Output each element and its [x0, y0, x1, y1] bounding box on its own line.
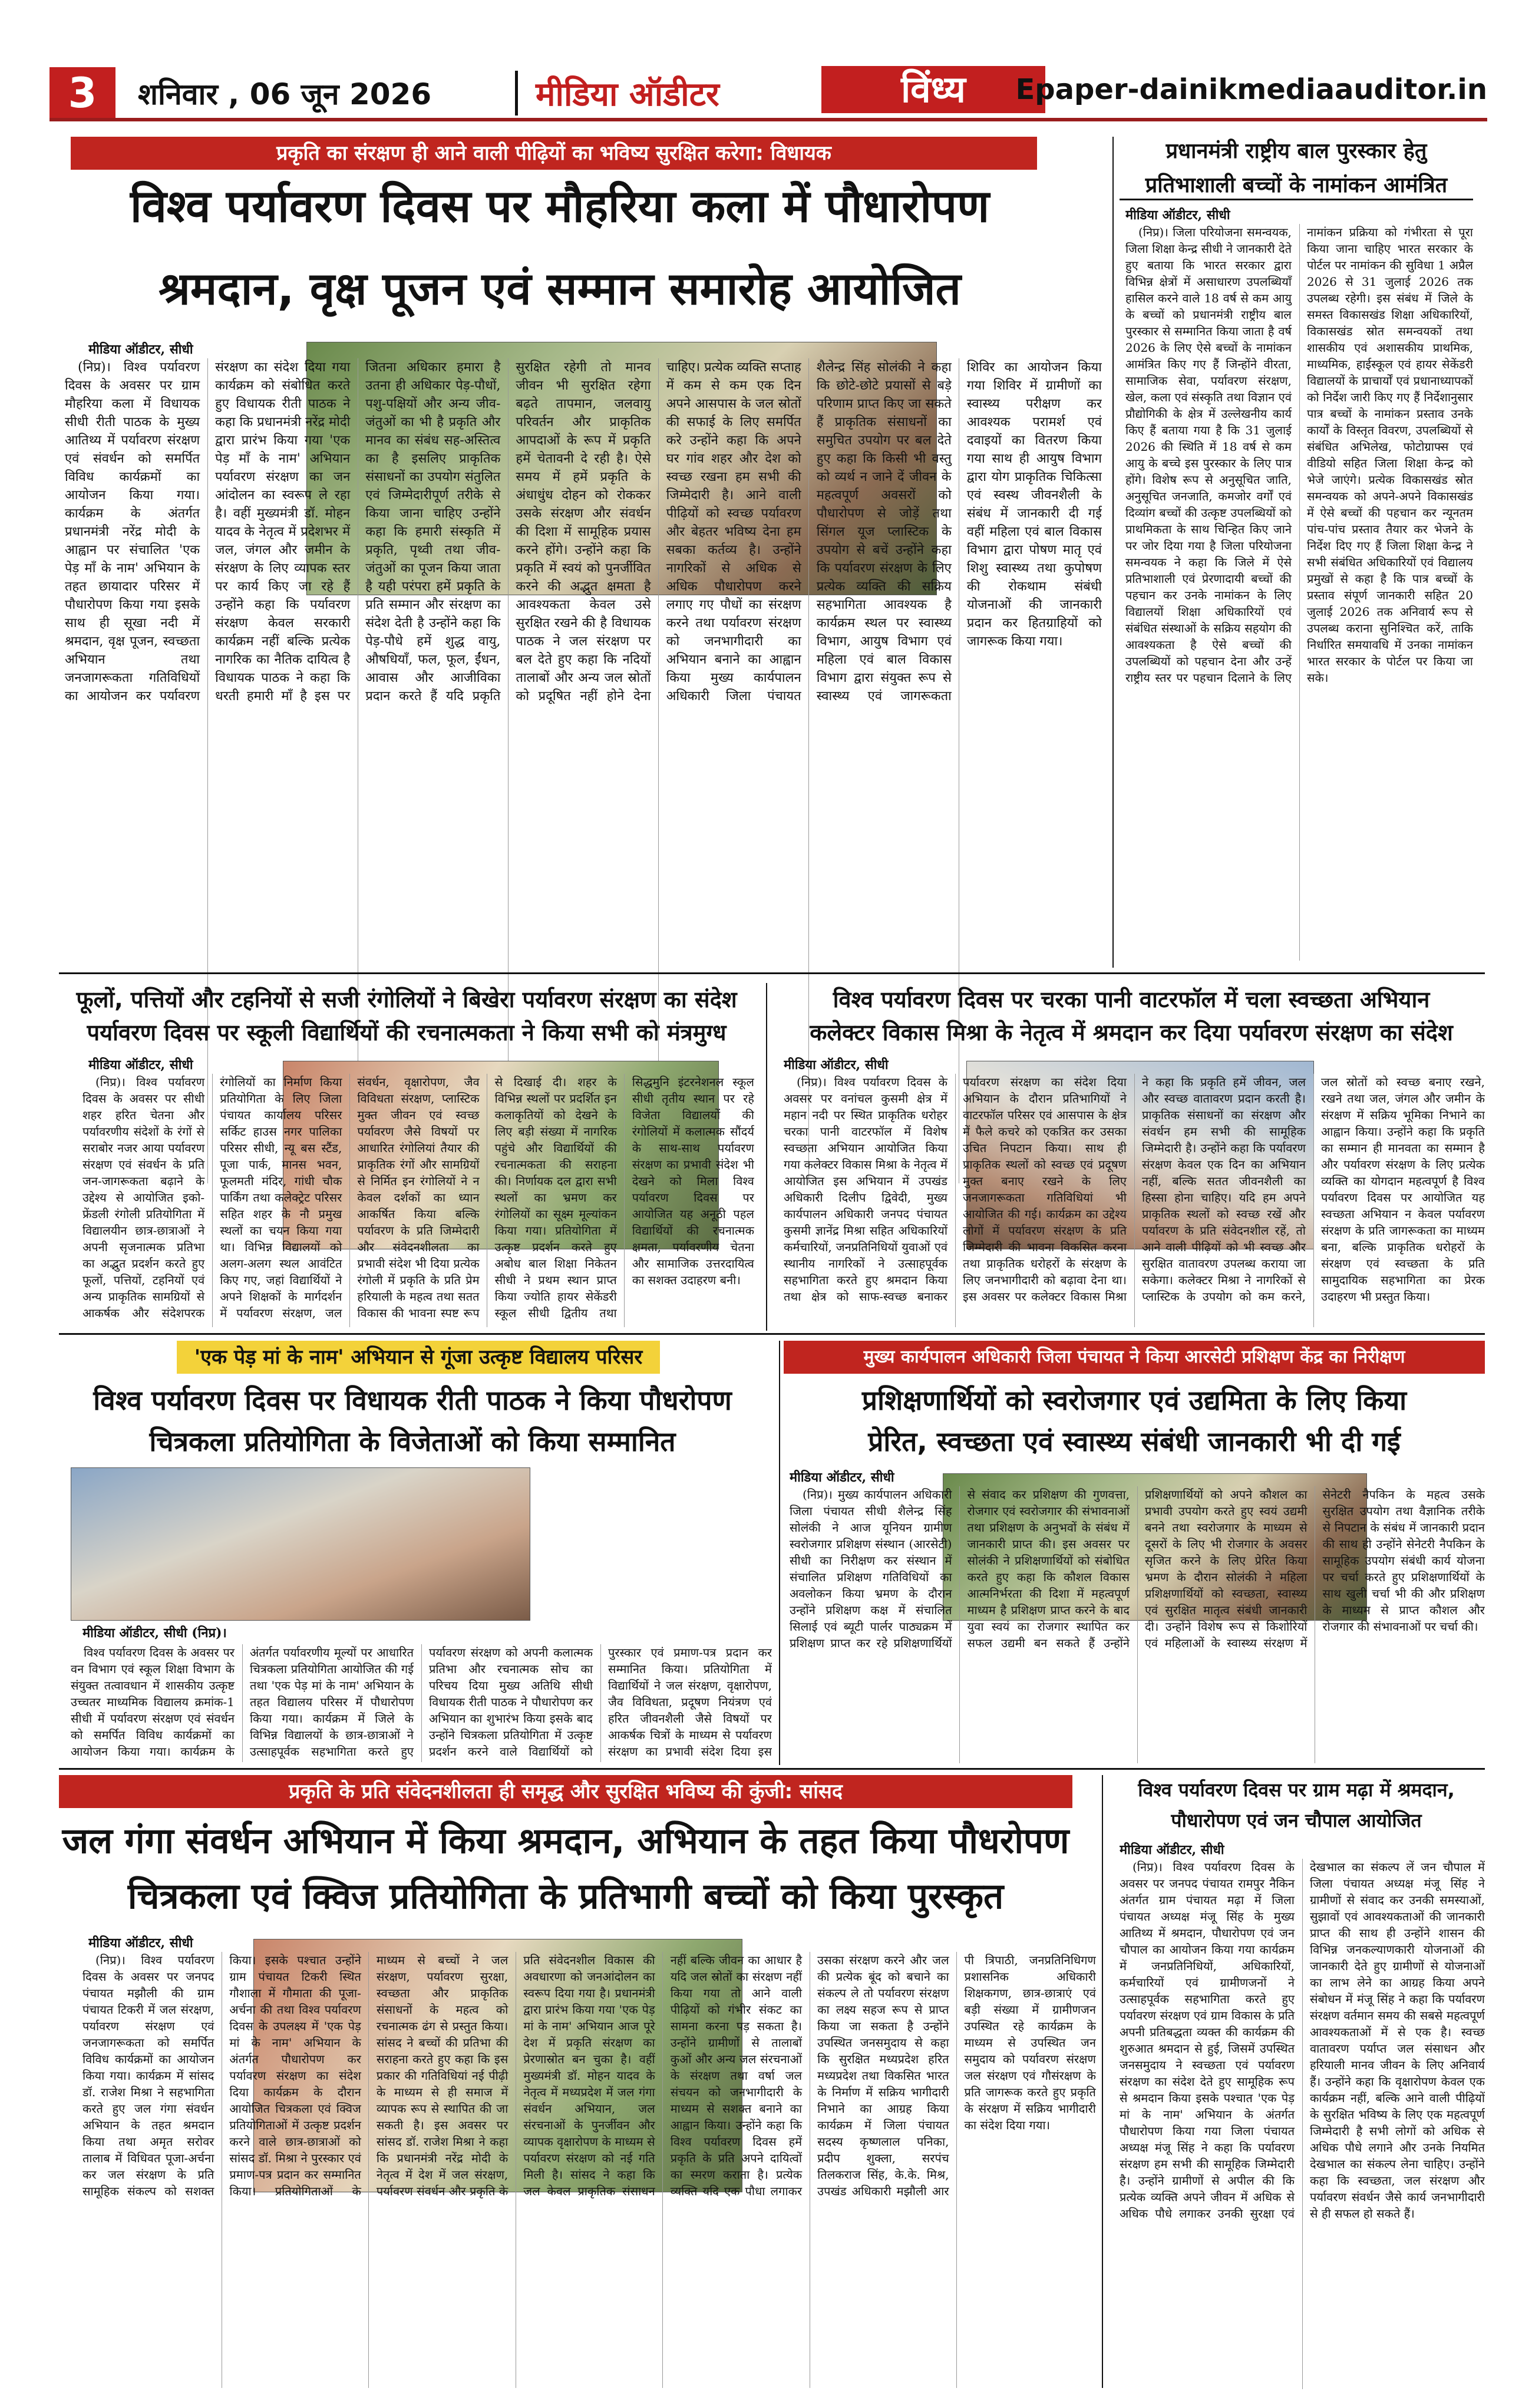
article3-headline-2: पर्यावरण दिवस पर स्कूली विद्यार्थियों की रचनात्मकता ने किया सभी को मंत्रमुग्ध: [87, 1020, 727, 1045]
divider: [59, 1768, 1485, 1770]
divider: [1102, 1775, 1103, 2388]
article6-byline: मीडिया ऑडीटर, सीधी: [790, 1470, 894, 1485]
divider: [779, 1341, 780, 1765]
article5-headline-2: चित्रकला प्रतियोगिता के विजेताओं को किया सम्मानित: [149, 1426, 676, 1457]
article7-headline-1: जल गंगा संवर्धन अभियान में किया श्रमदान, अभियान के तहत किया पौधरोपण: [62, 1820, 1069, 1862]
article4-headline-1: विश्व पर्यावरण दिवस पर चरका पानी वाटरफॉल में चला स्वच्छता अभियान: [833, 987, 1430, 1012]
article2-body: [1125, 224, 1473, 961]
page-number: 3: [49, 67, 115, 119]
article2-paragraph: (निप्र)। जिला परियोजना समन्वयक, जिला शिक्षा केन्द्र सीधी ने जानकारी देते हुए बताया कि भारत सरकार द्वारा विभिन्न क्षेत्रों में असाधारण उपलब्धियाँ हासिल करने वाले 18 वर्ष से कम आयु के बच्चों को प्रधानमंत्री राष्ट्रीय बाल पुरस्कार से सम्मानित किया जाता है वर्ष 2026 के लिए ऐसे बच्चों के नामांकन आमंत्रित किए गए हैं जिन्होंने वीरता, सामाजिक सेवा, पर्यावरण संरक्षण, खेल, कला एवं संस्कृति तथा विज्ञान एवं प्रौद्योगिकी के क्षेत्र में उल्लेखनीय कार्य किए हैं बताया गया है कि 31 जुलाई 2026 की स्थिति में 18 वर्ष से कम आयु के बच्चे इस पुरस्कार के लिए पात्र होंगे। विशेष रूप से अनुसूचित जाति, अनुसूचित जनजाति, कमजोर वर्गों एवं दिव्यांग बच्चों की उत्कृष्ट उपलब्धियों को प्राथमिकता के साथ चिन्हित किए जाने पर जोर दिया गया है जिला परियोजना समन्वयक ने कहा कि जिले में ऐसे प्रतिभाशाली एवं प्रेरणादायी बच्चों की पहचान कर उनके नामांकन के लिए विद्यालयों शिक्षा अधिकारियों एवं संबंधित संस्थाओं के सक्रिय सहयोग की आवश्यकता है ऐसे बच्चों की उपलब्धियों को पहचान देना और उन्हें राष्ट्रीय स्तर पर पहचान दिलाने के लिए नामांकन प्रक्रिया को गंभीरता से पूरा किया जाना चाहिए भारत सरकार के पोर्टल पर नामांकन की सुविधा 1 अप्रैल 2026 से 31 जुलाई 2026 तक उपलब्ध रहेगी। इस संबंध में जिले के समस्त विकासखंड शिक्षा अधिकारियों, विकासखंड स्रोत समन्वयकों तथा शासकीय एवं अशासकीय प्राथमिक, माध्यमिक, हाईस्कूल एवं हायर सेकेंडरी विद्यालयों के प्राचार्यों एवं प्रधानाध्यापकों को निर्देश जारी किए गए हैं निर्देशानुसार पात्र बच्चों के नामांकन प्रस्ताव उनके कार्यों के विस्तृत विवरण, उपलब्धियों से संबंधित अभिलेख, फोटोग्राफ्स एवं वीडियो सहित जिला शिक्षा केन्द्र को भेजे जाएंगे। प्रत्येक विकासखंड स्रोत समन्वयक को अपने-अपने विकासखंड में ऐसे बच्चों की पहचान कर न्यूनतम पांच-पांच प्रस्ताव तैयार कर भेजने के निर्देश दिए गए हैं जिला शिक्षा केन्द्र ने सभी संबंधित अधिकारियों एवं विद्यालय प्रमुखों से कहा है कि पात्र बच्चों के प्रस्ताव संपूर्ण जानकारी सहित 20 जुलाई 2026 तक अनिवार्य रूप से उपलब्ध कराना सुनिश्चित करें, ताकि निर्धारित समयावधि में उनका नामांकन भारत सरकार के पोर्टल पर किया जा सके।: [1125, 225, 1473, 685]
article4-body: [784, 1074, 1485, 1327]
website-link[interactable]: Epaper-dainikmediaauditor.in: [1015, 73, 1487, 106]
article7-paragraph: (निप्र)। विश्व पर्यावरण दिवस के अवसर पर जनपद पंचायत मझौली की ग्राम पंचायत टिकरी में जल संरक्षण, पर्यावरण संरक्षण एवं जनजागरूकता को समर्पित विविध कार्यक्रमों का आयोजन किया गया। कार्यक्रम में सांसद डॉ. राजेश मिश्रा ने सहभागिता करते हुए जल गंगा संवर्धन अभियान के तहत श्रमदान किया तथा अमृत सरोवर तालाब में विधिवत पूजा-अर्चना कर जल संरक्षण के प्रति सामूहिक संकल्प को सशक्त किया। इसके पश्चात उन्होंने ग्राम पंचायत टिकरी स्थित गौशाला में गौमाता की पूजा-अर्चना की तथा विश्व पर्यावरण दिवस के उपलक्ष्य में 'एक पेड़ मां के नाम' अभियान के अंतर्गत पौधारोपण कर पर्यावरण संरक्षण का संदेश दिया कार्यक्रम के दौरान आयोजित चित्रकला एवं क्विज प्रतियोगिताओं में उत्कृष्ट प्रदर्शन करने वाले छात्र-छात्राओं को सांसद डॉ. मिश्रा ने पुरस्कार एवं प्रमाण-पत्र प्रदान कर सम्मानित किया। प्रतियोगिताओं के माध्यम से बच्चों ने जल संरक्षण, पर्यावरण सुरक्षा, स्वच्छता और प्राकृतिक संसाधनों के महत्व को रचनात्मक ढंग से प्रस्तुत किया। सांसद ने बच्चों की प्रतिभा की सराहना करते हुए कहा कि इस प्रकार की गतिविधियां नई पीढ़ी के माध्यम से ही समाज में व्यापक रूप से स्थापित की जा सकती है। इस अवसर पर सांसद डॉ. राजेश मिश्रा ने कहा कि प्रधानमंत्री नरेंद्र मोदी के नेतृत्व में देश में जल संरक्षण, पर्यावरण संवर्धन और प्रकृति के प्रति संवेदनशील विकास की अवधारणा को जनआंदोलन का स्वरूप दिया गया है। प्रधानमंत्री द्वारा प्रारंभ किया गया 'एक पेड़ मां के नाम' अभियान आज पूरे देश में प्रकृति संरक्षण का प्रेरणास्रोत बन चुका है। वहीं मुख्यमंत्री डॉ. मोहन यादव के नेतृत्व में मध्यप्रदेश में जल गंगा संवर्धन अभियान, जल संरचनाओं के पुनर्जीवन और व्यापक वृक्षारोपण के माध्यम से पर्यावरण संरक्षण को नई गति मिली है। सांसद ने कहा कि जल केवल प्राकृतिक संसाधन नहीं बल्कि जीवन का आधार है यदि जल स्रोतों का संरक्षण नहीं किया गया तो आने वाली पीढ़ियों को गंभीर संकट का सामना करना पड़ सकता है। उन्होंने ग्रामीणों से तालाबों कुओं और अन्य जल संरचनाओं के संरक्षण तथा वर्षा जल संचयन को जनभागीदारी के माध्यम से सशक्त बनाने का आह्वान किया। उन्होंने कहा कि विश्व पर्यावरण दिवस हमें प्रकृति के प्रति अपने दायित्वों का स्मरण कराता है। प्रत्येक व्यक्ति यदि एक पौधा लगाकर उसका संरक्षण करने और जल की प्रत्येक बूंद को बचाने का संकल्प ले तो पर्यावरण संरक्षण का लक्ष्य सहज रूप से प्राप्त किया जा सकता है उन्होंने उपस्थित जनसमुदाय से कहा कि सुरक्षित मध्यप्रदेश हरित मध्यप्रदेश तथा विकसित भारत के निर्माण में सक्रिय भागीदारी निभाने का आग्रह किया कार्यक्रम में जिला पंचायत सदस्य कृष्णलाल पनिका, प्रदीप शुक्ला, सरपंच तिलकराज सिंह, के.के. मिश्र, उपखंड अधिकारी मझौली आर पी त्रिपाठी, जनप्रतिनिधिगण प्रशासनिक अधिकारी शिक्षकगण, छात्र-छात्राएं एवं बड़ी संख्या में ग्रामीणजन उपस्थित रहे कार्यक्रम के माध्यम से उपस्थित जन समुदाय को पर्यावरण संरक्षण जल संरक्षण एवं गौसंरक्षण के प्रति जागरूक करते हुए प्रकृति के संरक्षण में सक्रिय भागीदारी का संदेश दिया गया।: [82, 1953, 1096, 2198]
article2-byline: मीडिया ऑडीटर, सीधी: [1125, 207, 1230, 223]
article6-strap: मुख्य कार्यपालन अधिकारी जिला पंचायत ने किया आरसेटी प्रशिक्षण केंद्र का निरीक्षण: [784, 1341, 1485, 1374]
divider: [59, 972, 1485, 974]
article1-strap: प्रकृति का संरक्षण ही आने वाली पीढ़ियों का भविष्य सुरक्षित करेगा: विधायक: [71, 137, 1037, 170]
divider: [1112, 137, 1114, 968]
article4-paragraph: (निप्र)। विश्व पर्यावरण दिवस के अवसर पर वनांचल कुसमी क्षेत्र में महान नदी पर स्थित प्राकृतिक धरोहर चरका पानी वाटरफॉल में विशेष स्वच्छता अभियान आयोजित किया गया कलेक्टर विकास मिश्रा के नेतृत्व में आयोजित इस अभियान में उपखंड अधिकारी दिलीप द्विवेदी, मुख्य कार्यपालन अधिकारी जनपद पंचायत कुसमी ज्ञानेंद्र मिश्रा सहित अधिकारियों कर्मचारियों, जनप्रतिनिधियों युवाओं एवं स्थानीय नागरिकों ने उत्साहपूर्वक सहभागिता करते हुए श्रमदान किया तथा क्षेत्र को साफ-स्वच्छ बनाकर पर्यावरण संरक्षण का संदेश दिया अभियान के दौरान प्रतिभागियों ने वाटरफॉल परिसर एवं आसपास के क्षेत्र में फैले कचरे को एकत्रित कर उसका उचित निपटान किया। साथ ही प्राकृतिक स्थलों को स्वच्छ एवं प्रदूषण मुक्त बनाए रखने के लिए जनजागरूकता गतिविधियां भी आयोजित की गई। कार्यक्रम का उद्देश्य लोगों में पर्यावरण संरक्षण के प्रति जिम्मेदारी की भावना विकसित करना तथा प्राकृतिक धरोहरों के संरक्षण के लिए जनभागीदारी को बढ़ावा देना था। इस अवसर पर कलेक्टर विकास मिश्रा ने कहा कि प्रकृति हमें जीवन, जल और स्वच्छ वातावरण प्रदान करती है। प्राकृतिक संसाधनों का संरक्षण और संवर्धन हम सभी की सामूहिक जिम्मेदारी है। उन्होंने कहा कि पर्यावरण संरक्षण केवल एक दिन का अभियान नहीं, बल्कि सतत जीवनशैली का हिस्सा होना चाहिए। यदि हम अपने प्राकृतिक स्थलों को स्वच्छ रखें और पर्यावरण के प्रति संवेदनशील रहें, तो आने वाली पीढ़ियों को भी स्वच्छ और सुरक्षित वातावरण उपलब्ध कराया जा सकेगा। कलेक्टर मिश्रा ने नागरिकों से प्लास्टिक के उपयोग को कम करने, जल स्रोतों को स्वच्छ बनाए रखने, रखने तथा जल, जंगल और जमीन के संरक्षण में सक्रिय भूमिका निभाने का आह्वान किया। उन्होंने कहा कि प्रकृति का सम्मान ही मानवता का सम्मान है और पर्यावरण संरक्षण के लिए प्रत्येक व्यक्ति का योगदान महत्वपूर्ण है विश्व पर्यावरण दिवस पर आयोजित यह स्वच्छता अभियान न केवल पर्यावरण संरक्षण के प्रति जागरूकता का माध्यम बना, बल्कि प्राकृतिक धरोहरों के संरक्षण एवं स्वच्छता के प्रति सामुदायिक सहभागिता का प्रेरक उदाहरण भी प्रस्तुत किया।: [784, 1075, 1485, 1304]
article1-headline-2: श्रमदान, वृक्ष पूजन एवं सम्मान समारोह आयोजित: [159, 262, 961, 315]
article6-headline-1: प्रशिक्षणार्थियों को स्वरोजगार एवं उद्यमिता के लिए किया: [861, 1384, 1407, 1416]
article7-byline: मीडिया ऑडीटर, सीधी: [88, 1935, 193, 1951]
article1-headline-1: विश्व पर्यावरण दिवस पर मौहरिया कला में पौधारोपण: [130, 180, 990, 232]
article6-body: [790, 1486, 1485, 1763]
article5-byline: मीडिया ऑडीटर, सीधी (निप्र)।: [82, 1625, 227, 1641]
issue-date: शनिवार , 06 जून 2026: [138, 77, 432, 111]
article2-headline-2: प्रतिभाशाली बच्चों के नामांकन आमंत्रित: [1120, 171, 1473, 200]
article5-headline-1: विश्व पर्यावरण दिवस पर विधायक रीती पाठक ने किया पौधरोपण: [93, 1384, 732, 1416]
article8-paragraph: (निप्र)। विश्व पर्यावरण दिवस के अवसर पर जनपद पंचायत रामपुर नैकिन अंतर्गत ग्राम पंचायत मढ़ा में जिला पंचायत अध्यक्ष मंजू सिंह के मुख्य आतिथ्य में श्रमदान, पौधारोपण एवं जन चौपाल का आयोजन किया गया कार्यक्रम में जनप्रतिनिधियों, अधिकारियों, कर्मचारियों एवं ग्रामीणजनों ने उत्साहपूर्वक सहभागिता करते हुए पर्यावरण संरक्षण एवं ग्राम विकास के प्रति अपनी प्रतिबद्धता व्यक्त की कार्यक्रम की शुरुआत श्रमदान से हुई, जिसमें उपस्थित जनसमुदाय ने स्वच्छता एवं पर्यावरण संरक्षण का संदेश देते हुए सामूहिक रूप से श्रमदान किया इसके पश्चात 'एक पेड़ मां के नाम' अभियान के अंतर्गत पौधारोपण किया गया जिला पंचायत अध्यक्ष मंजू सिंह ने कहा कि पर्यावरण संरक्षण हम सभी की सामूहिक जिम्मेदारी है। उन्होंने ग्रामीणों से अपील की कि प्रत्येक व्यक्ति अपने जीवन में अधिक से अधिक पौधे लगाकर उनकी सुरक्षा एवं देखभाल का संकल्प लें जन चौपाल में जिला पंचायत अध्यक्ष मंजू सिंह ने ग्रामीणों से संवाद कर उनकी समस्याओं, सुझावों एवं आवश्यकताओं की जानकारी प्राप्त की साथ ही उन्होंने शासन की विभिन्न जनकल्याणकारी योजनाओं की जानकारी देते हुए ग्रामीणों से योजनाओं का लाभ लेने का आग्रह किया अपने संबोधन में मंजू सिंह ने कहा कि पर्यावरण संरक्षण वर्तमान समय की सबसे महत्वपूर्ण आवश्यकताओं में से एक है। स्वच्छ वातावरण पर्याप्त जल संसाधन और हरियाली मानव जीवन के लिए अनिवार्य हैं। उन्होंने कहा कि वृक्षारोपण केवल एक कार्यक्रम नहीं, बल्कि आने वाली पीढ़ियों के सुरक्षित भविष्य के लिए एक महत्वपूर्ण जिम्मेदारी है सभी लोगों को अधिक से अधिक पौधे लगाने और उनके नियमित देखभाल का संकल्प लेना चाहिए। उन्होंने कहा कि स्वच्छता, जल संरक्षण और पर्यावरण संवर्धन जैसे कार्य जनभागीदारी से ही सफल हो सकते हैं।: [1120, 1860, 1485, 2221]
article7-headline-2: चित्रकला एवं क्विज प्रतियोगिता के प्रतिभागी बच्चों को किया पुरस्कृत: [127, 1876, 1004, 1917]
article4-headline-2: कलेक्टर विकास मिश्रा के नेतृत्व में श्रमदान कर दिया पर्यावरण संरक्षण का संदेश: [810, 1020, 1453, 1045]
divider: [59, 1333, 1485, 1335]
article7-body: [82, 1952, 1096, 2388]
article3-headline-1: फूलों, पत्तियों और टहनियों से सजी रंगोलियों ने बिखेरा पर्यावरण संरक्षण का संदेश: [76, 987, 737, 1012]
masthead: [49, 62, 1487, 121]
article8-byline: मीडिया ऑडीटर, सीधी: [1120, 1842, 1224, 1858]
article4-byline: मीडिया ऑडीटर, सीधी: [784, 1057, 889, 1073]
article5-strap: 'एक पेड़ मां के नाम' अभियान से गूंजा उत्कृष्ट विद्यालय परिसर: [177, 1341, 660, 1374]
article3-byline: मीडिया ऑडीटर, सीधी: [88, 1057, 193, 1073]
paper-name: मीडिया ऑडीटर: [515, 71, 719, 116]
divider: [766, 983, 767, 1331]
article5-photo: [71, 1467, 530, 1621]
section-name: विंध्य: [821, 66, 1045, 113]
article3-paragraph: (निप्र)। विश्व पर्यावरण दिवस के अवसर पर सीधी शहर हरित चेतना और पर्यावरणीय संदेशों के रंगों से सराबोर नजर आया पर्यावरण संरक्षण एवं संवर्धन के प्रति जन-जागरूकता बढ़ाने के उद्देश्य से आयोजित इको-फ्रेंडली रंगोली प्रतियोगिता में विद्यालयीन छात्र-छात्राओं ने अपनी सृजनात्मक प्रतिभा का अद्भुत प्रदर्शन करते हुए फूलों, पत्तियों, टहनियों एवं अन्य प्राकृतिक सामग्रियों से आकर्षक और संदेशपरक रंगोलियों का निर्माण किया प्रतियोगिता के लिए जिला पंचायत कार्यालय परिसर सर्किट हाउस नगर पालिका परिसर सीधी, न्यू बस स्टैंड, पूजा पार्क, मानस भवन, फूलमती मंदिर, गांधी चौक पार्किंग तथा कलेक्ट्रेट परिसर सहित शहर के नौ प्रमुख स्थलों का चयन किया गया था। विभिन्न विद्यालयों को अलग-अलग स्थल आवंटित किए गए, जहां विद्यार्थियों ने अपने शिक्षकों के मार्गदर्शन में पर्यावरण संरक्षण, जल संवर्धन, वृक्षारोपण, जैव विविधता संरक्षण, प्लास्टिक मुक्त जीवन एवं स्वच्छ पर्यावरण जैसे विषयों पर आधारित रंगोलियां तैयार की प्राकृतिक रंगों और सामग्रियों से निर्मित इन रंगोलियों ने न केवल दर्शकों का ध्यान आकर्षित किया बल्कि पर्यावरण के प्रति जिम्मेदारी और संवेदनशीलता का प्रभावी संदेश भी दिया प्रत्येक रंगोली में प्रकृति के प्रति प्रेम हरियाली के महत्व तथा सतत विकास की भावना स्पष्ट रूप से दिखाई दी। शहर के विभिन्न स्थलों पर प्रदर्शित इन कलाकृतियों को देखने के लिए बड़ी संख्या में नागरिक पहुंचे और विद्यार्थियों की रचनात्मकता की सराहना की। निर्णायक दल द्वारा सभी स्थलों का भ्रमण कर रंगोलियों का सूक्ष्म मूल्यांकन किया गया। प्रतियोगिता में उत्कृष्ट प्रदर्शन करते हुए अबोध बाल शिक्षा निकेतन सीधी ने प्रथम स्थान प्राप्त किया ज्योति हायर सेकेंडरी स्कूल सीधी द्वितीय तथा सिद्धमुनि इंटरनेशनल स्कूल सीधी तृतीय स्थान पर रहे विजेता विद्यालयों की रंगोलियों में कलात्मक सौंदर्य के साथ-साथ पर्यावरण संरक्षण का प्रभावी संदेश भी देखने को मिला विश्व पर्यावरण दिवस पर आयोजित यह अनूठी पहल विद्यार्थियों की रचनात्मक क्षमता, पर्यावरणीय चेतना और सामाजिक उत्तरदायित्व का सशक्त उदाहरण बनी।: [82, 1075, 754, 1320]
article6-paragraph: (निप्र)। मुख्य कार्यपालन अधिकारी जिला पंचायत सीधी शैलेन्द्र सिंह सोलंकी ने आज यूनियन ग्रामीण स्वरोजगार प्रशिक्षण संस्थान (आरसेटी) सीधी का निरीक्षण कर संस्थान में संचालित प्रशिक्षण गतिविधियों का अवलोकन किया भ्रमण के दौरान उन्होंने प्रशिक्षण कक्ष में संचालित सिलाई एवं ब्यूटी पार्लर पाठ्यक्रम में प्रशिक्षण प्राप्त कर रहे प्रशिक्षणार्थियों से संवाद कर प्रशिक्षण की गुणवत्ता, रोजगार एवं स्वरोजगार की संभावनाओं तथा प्रशिक्षण के अनुभवों के संबंध में जानकारी प्राप्त की। इस अवसर पर सोलंकी ने प्रशिक्षणार्थियों को संबोधित करते हुए कहा कि कौशल विकास आत्मनिर्भरता की दिशा में महत्वपूर्ण माध्यम है प्रशिक्षण प्राप्त करने के बाद युवा स्वयं का रोजगार स्थापित कर सफल उद्यमी बन सकते हैं उन्होंने प्रशिक्षणार्थियों को अपने कौशल का प्रभावी उपयोग करते हुए स्वयं उद्यमी बनने तथा स्वरोजगार के माध्यम से दूसरों के लिए भी रोजगार के अवसर सृजित करने के लिए प्रेरित किया भ्रमण के दौरान सोलंकी ने महिला प्रशिक्षणार्थियों को स्वच्छता, स्वास्थ्य एवं सुरक्षित मातृत्व संबंधी जानकारी दी। उन्होंने विशेष रूप से किशोरियों एवं महिलाओं के स्वास्थ्य संरक्षण में सेनेटरी नैपकिन के महत्व उसके सुरक्षित उपयोग तथा वैज्ञानिक तरीके से निपटान के संबंध में जानकारी प्रदान की साथ ही उन्होंने सेनेटरी नैपकिन के सामूहिक उपयोग संबंधी कार्य योजना पर चर्चा करते हुए प्रशिक्षणार्थियों के साथ खुली चर्चा भी की और प्रशिक्षण के माध्यम से प्राप्त कौशल और रोजगार की संभावनाओं पर चर्चा की।: [790, 1487, 1485, 1650]
article5-body: [71, 1644, 772, 1762]
article7-strap: प्रकृति के प्रति संवेदनशीलता ही समृद्ध और सुरक्षित भविष्य की कुंजी: सांसद: [59, 1775, 1072, 1808]
article2-headline-1: प्रधानमंत्री राष्ट्रीय बाल पुरस्कार हेतु: [1165, 139, 1427, 163]
article8-headline-1: विश्व पर्यावरण दिवस पर ग्राम मढ़ा में श्रमदान,: [1138, 1779, 1455, 1801]
article3-body: [82, 1074, 754, 1327]
article6-headline-2: प्रेरित, स्वच्छता एवं स्वास्थ्य संबंधी जानकारी भी दी गई: [868, 1426, 1401, 1457]
article8-headline-2: पौधारोपण एवं जन चौपाल आयोजित: [1171, 1809, 1422, 1832]
article5-paragraph: विश्व पर्यावरण दिवस के अवसर पर वन विभाग एवं स्कूल शिक्षा विभाग के संयुक्त तत्वावधान में शासकीय उत्कृष्ट उच्चतर माध्यमिक विद्यालय क्रमांक-1 सीधी में पर्यावरण संरक्षण एवं संवर्धन को समर्पित विविध कार्यक्रमों का आयोजन किया गया। कार्यक्रम के अंतर्गत पर्यावरणीय मूल्यों पर आधारित चित्रकला प्रतियोगिता आयोजित की गई तथा 'एक पेड़ मां के नाम' अभियान के तहत विद्यालय परिसर में पौधारोपण किया गया। कार्यक्रम में जिले के विभिन्न विद्यालयों के छात्र-छात्राओं ने उत्साहपूर्वक सहभागिता करते हुए पर्यावरण संरक्षण को अपनी कलात्मक प्रतिभा और रचनात्मक सोच का परिचय दिया मुख्य अतिथि सीधी विधायक रीती पाठक ने पौधारोपण कर अभियान का शुभारंभ किया इसके बाद उन्होंने चित्रकला प्रतियोगिता में उत्कृष्ट प्रदर्शन करने वाले विद्यार्थियों को पुरस्कार एवं प्रमाण-पत्र प्रदान कर सम्मानित किया। प्रतियोगिता में विद्यार्थियों ने जल संरक्षण, वृक्षारोपण, जैव विविधता, प्रदूषण नियंत्रण एवं हरित जीवनशैली जैसे विषयों पर आकर्षक चित्रों के माध्यम से पर्यावरण संरक्षण का प्रभावी संदेश दिया इस: [71, 1645, 772, 1759]
article1-paragraph: (निप्र)। विश्व पर्यावरण दिवस के अवसर पर ग्राम मौहरिया कला में विधायक सीधी रीती पाठक के मुख्य आतिथ्य में पर्यावरण संरक्षण एवं संवर्धन को समर्पित विविध कार्यक्रमों का आयोजन किया गया। कार्यक्रम के अंतर्गत प्रधानमंत्री नरेंद्र मोदी के आह्वान पर संचालित 'एक पेड़ माँ के नाम' अभियान के तहत छायादार परिसर में पौधारोपण किया गया इसके साथ ही सूखा नदी में श्रमदान, वृक्ष पूजन, स्वच्छता अभियान तथा जनजागरूकता गतिविधियों का आयोजन कर पर्यावरण संरक्षण का संदेश दिया गया कार्यक्रम को संबोधित करते हुए विधायक रीती पाठक ने कहा कि प्रधानमंत्री नरेंद्र मोदी द्वारा प्रारंभ किया गया 'एक पेड़ माँ के नाम' अभियान पर्यावरण संरक्षण का जन आंदोलन का स्वरूप ले रहा है। वहीं मुख्यमंत्री डॉ. मोहन यादव के नेतृत्व में प्रदेशभर में जल, जंगल और जमीन के संरक्षण के लिए व्यापक स्तर पर कार्य किए जा रहे हैं उन्होंने कहा कि पर्यावरण संरक्षण केवल सरकारी कार्यक्रम नहीं बल्कि प्रत्येक नागरिक का नैतिक दायित्व है विधायक पाठक ने कहा कि धरती हमारी माँ है इस पर जितना अधिकार हमारा है उतना ही अधिकार पेड़-पौधों, पशु-पक्षियों और अन्य जीव-जंतुओं का भी है प्रकृति और मानव का संबंध सह-अस्तित्व का है इसलिए प्राकृतिक संसाधनों का उपयोग संतुलित एवं जिम्मेदारीपूर्ण तरीके से किया जाना चाहिए उन्होंने कहा कि हमारी संस्कृति में प्रकृति, पृथ्वी तथा जीव-जंतुओं का पूजन किया जाता है यही परंपरा हमें प्रकृति के प्रति सम्मान और संरक्षण का संदेश देती है उन्होंने कहा कि पेड़-पौधे हमें शुद्ध वायु, औषधियाँ, फल, फूल, ईंधन, आवास और आजीविका प्रदान करते हैं यदि प्रकृति सुरक्षित रहेगी तो मानव जीवन भी सुरक्षित रहेगा बढ़ते तापमान, जलवायु परिवर्तन और प्राकृतिक आपदाओं के रूप में प्रकृति हमें चेतावनी दे रही है। ऐसे समय में हमें प्रकृति के अंधाधुंध दोहन को रोककर उसके संरक्षण और संवर्धन की दिशा में सामूहिक प्रयास करने होंगे। उन्होंने कहा कि प्रकृति में स्वयं को पुनर्जीवित करने की अद्भुत क्षमता है आवश्यकता केवल उसे सुरक्षित रखने की है विधायक पाठक ने जल संरक्षण पर बल देते हुए कहा कि नदियों तालाबों और अन्य जल स्रोतों को प्रदूषित नहीं होने देना चाहिए। प्रत्येक व्यक्ति सप्ताह में कम से कम एक दिन अपने आसपास के जल स्रोतों की सफाई के लिए समर्पित करे उन्होंने कहा कि अपने घर गांव शहर और देश को स्वच्छ रखना हम सभी की जिम्मेदारी है। आने वाली पीढ़ियों को स्वच्छ पर्यावरण और बेहतर भविष्य देना हम सबका कर्तव्य है। उन्होंने नागरिकों से अधिक से अधिक पौधारोपण करने लगाए गए पौधों का संरक्षण करने तथा पर्यावरण संरक्षण को जनभागीदारी का अभियान बनाने का आह्वान किया मुख्य कार्यपालन अधिकारी जिला पंचायत शैलेन्द्र सिंह सोलंकी ने कहा कि छोटे-छोटे प्रयासों से बड़े परिणाम प्राप्त किए जा सकते हैं प्राकृतिक संसाधनों का समुचित उपयोग पर बल देते हुए कहा कि किसी भी वस्तु को व्यर्थ न जाने दें जीवन के महत्वपूर्ण अवसरों को पौधारोपण से जोड़ें तथा सिंगल यूज प्लास्टिक के उपयोग से बचें उन्होंने कहा कि पर्यावरण संरक्षण के लिए प्रत्येक व्यक्ति की सक्रिय सहभागिता आवश्यक है कार्यक्रम स्थल पर स्वास्थ्य विभाग, आयुष विभाग एवं महिला एवं बाल विकास विभाग द्वारा संयुक्त रूप से स्वास्थ्य एवं जागरूकता शिविर का आयोजन किया गया शिविर में ग्रामीणों का स्वास्थ्य परीक्षण कर आवश्यक परामर्श एवं दवाइयों का वितरण किया गया साथ ही आयुष विभाग द्वारा योग प्राकृतिक चिकित्सा एवं स्वस्थ जीवनशैली के संबंध में जानकारी दी गई वहीं महिला एवं बाल विकास विभाग द्वारा पोषण मातृ एवं शिशु स्वास्थ्य तथा कुपोषण की रोकथाम संबंधी योजनाओं की जानकारी प्रदान कर हितग्राहियों को जागरूक किया गया।: [65, 360, 1102, 704]
article8-body: [1120, 1859, 1485, 2389]
article1-byline: मीडिया ऑडीटर, सीधी: [88, 342, 193, 357]
